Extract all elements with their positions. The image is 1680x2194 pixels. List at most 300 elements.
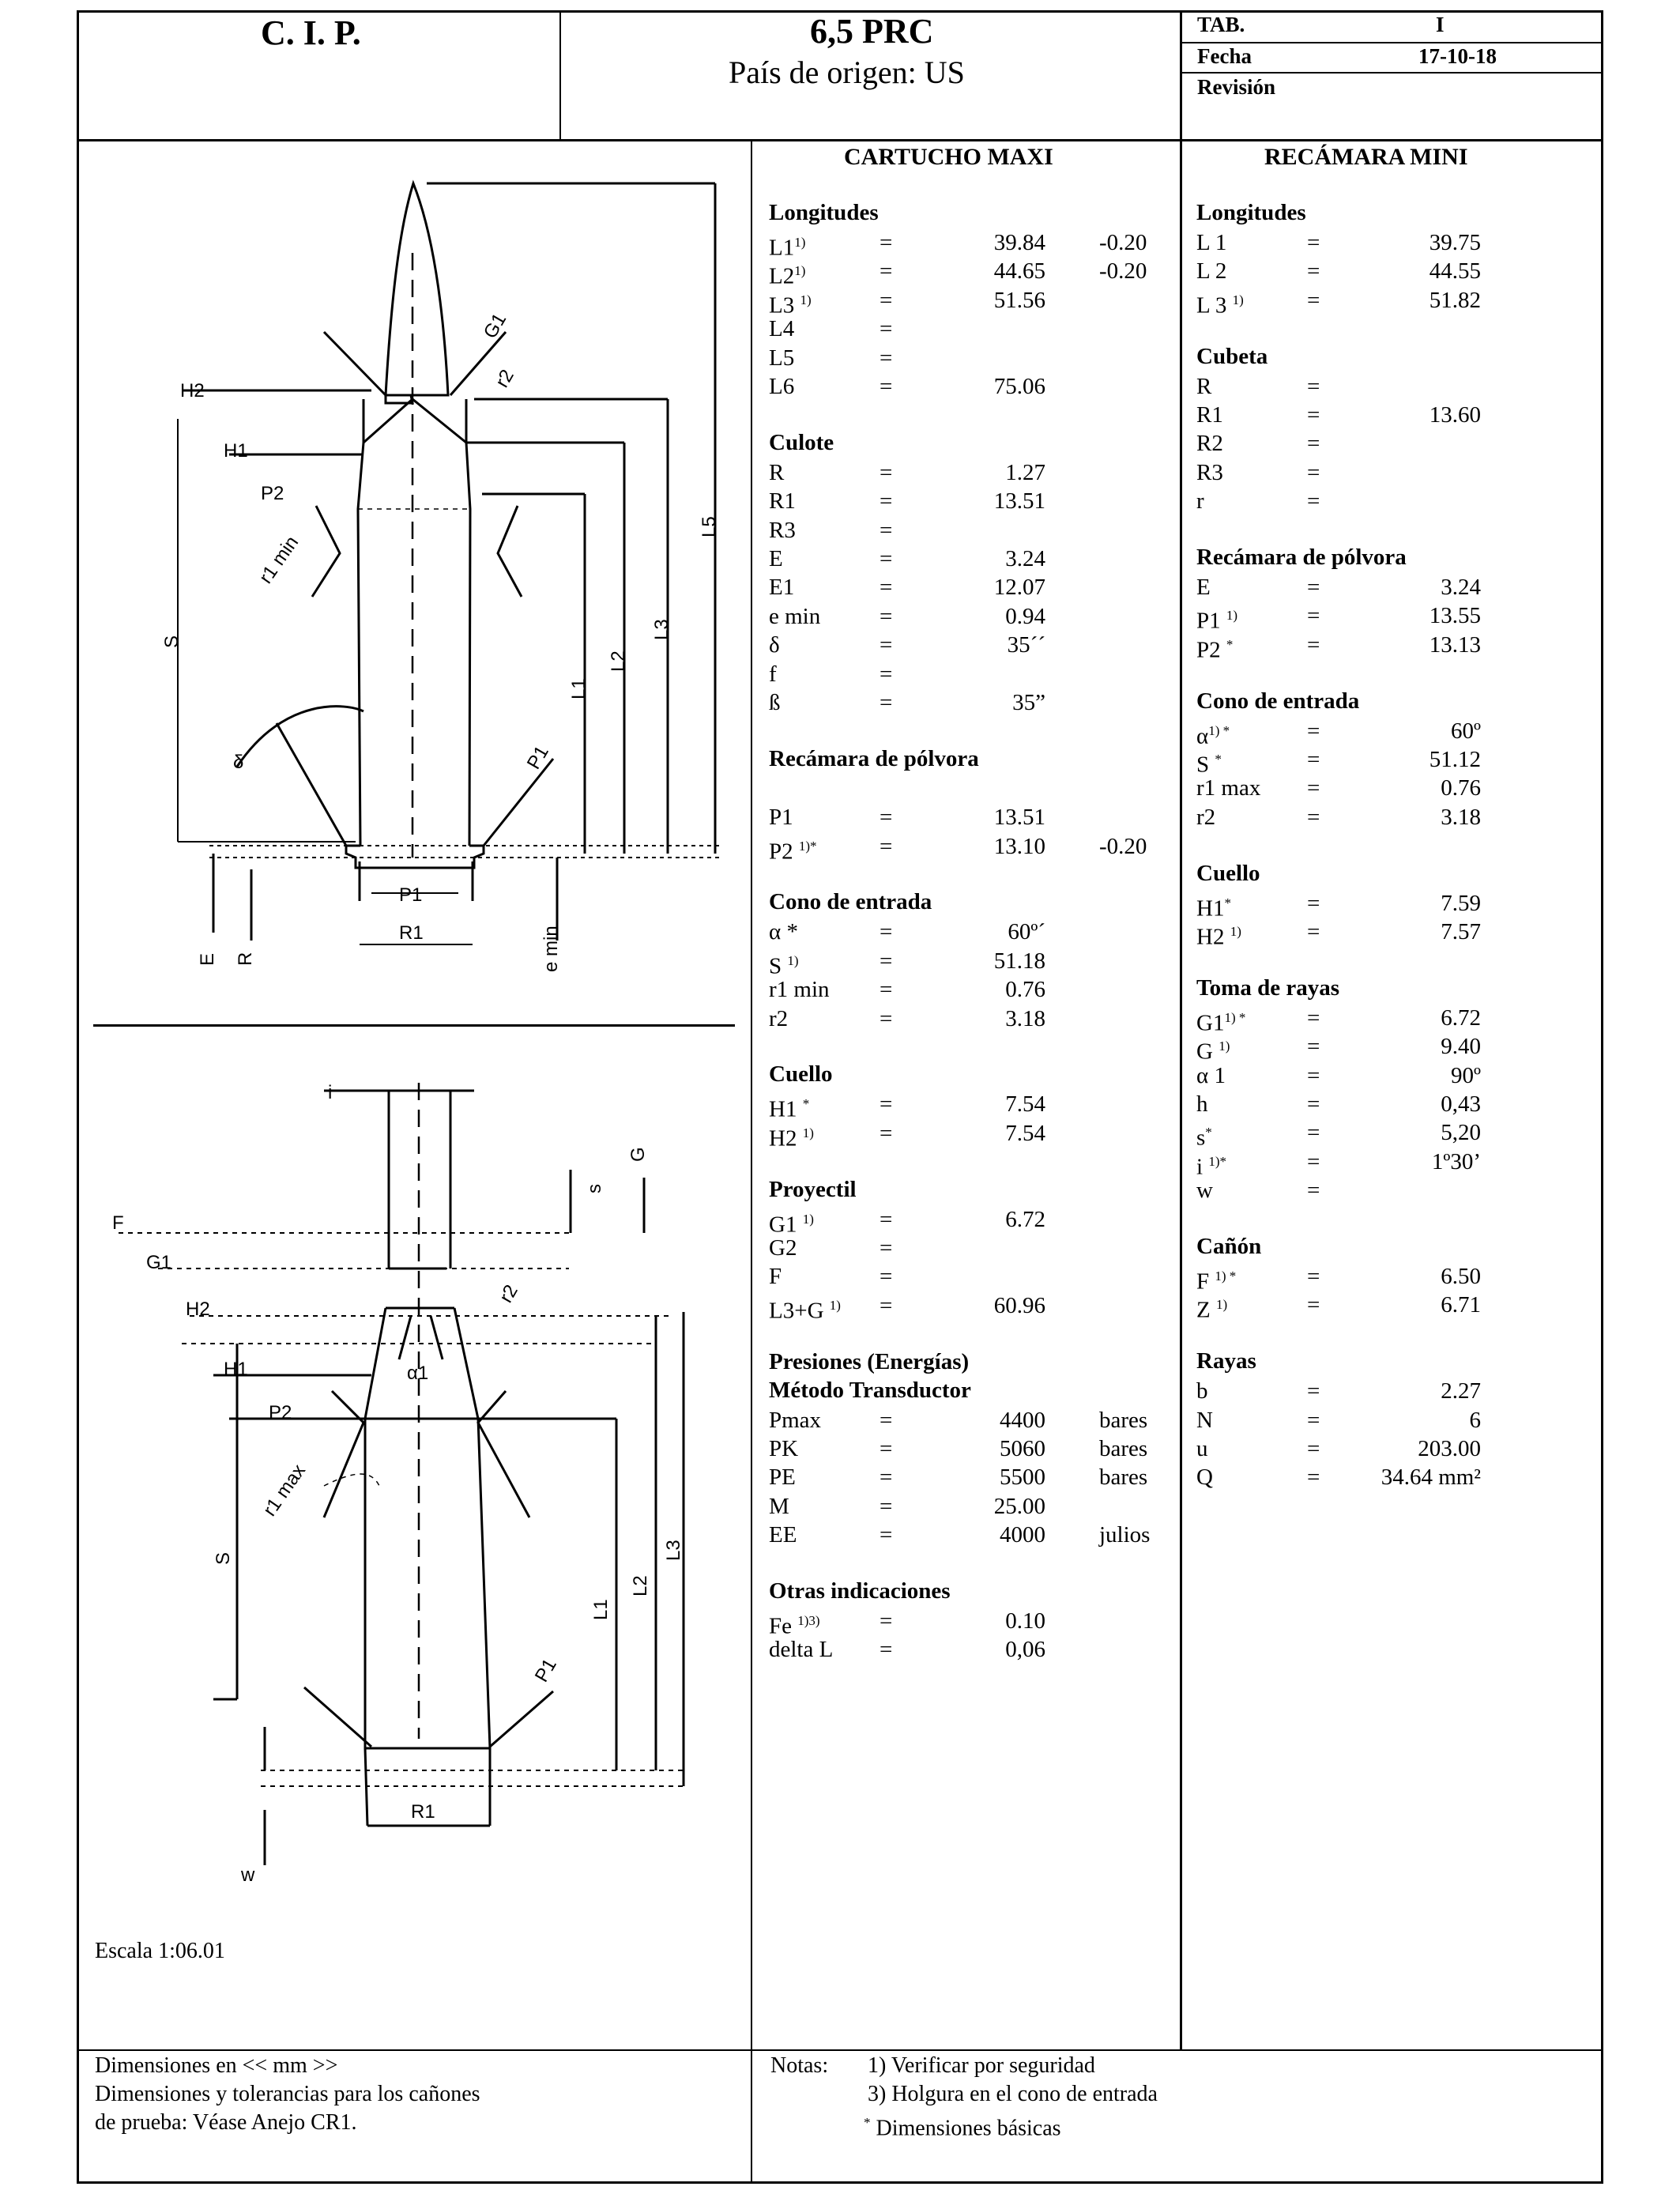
spec-name: delta L [769,1637,834,1663]
equals-sign: = [880,1005,893,1031]
chamber-spec-row [1196,1118,1599,1152]
equals-sign: = [880,287,893,313]
spec-value: 35´´ [1007,632,1045,658]
equals-sign: = [880,517,893,543]
spec-name: P2 $^{1)*}$ [769,838,817,865]
spec-name: H1* [1196,895,1231,922]
spec-value: 7.54 [1005,1091,1045,1118]
cham-label-L3: L3 [663,1540,684,1561]
spec-name: E [1196,575,1211,600]
equals-sign: = [1307,718,1320,744]
cartridge-spec-row [769,228,1172,261]
spec-value: 35” [1012,690,1045,715]
chamber-spec-row [1196,1434,1599,1463]
spec-name: b [1196,1378,1208,1404]
equals-sign: = [1307,287,1320,313]
cham-label-L2: L2 [630,1575,651,1596]
origin-country: País de origen: US [729,55,965,90]
equals-sign: = [1307,747,1320,772]
spec-name: e min [769,603,821,629]
cartridge-spec-row [769,487,1172,515]
cartridge-spec-row [769,286,1172,319]
equals-sign: = [880,374,893,399]
spec-value: 51.12 [1429,747,1481,772]
chamber-spec-row [1196,1176,1599,1204]
cartridge-spec-row [769,458,1172,487]
spec-name: N [1196,1407,1213,1433]
caliber-title: 6,5 PRC [810,12,934,51]
cart-label-S: S [161,635,183,648]
diagram-separator [93,1024,735,1027]
cham-label-w: w [241,1864,255,1886]
spec-value: 13.13 [1429,631,1481,658]
spec-value: 5,20 [1441,1120,1481,1146]
equals-sign: = [1307,919,1320,944]
cart-label-L2: L2 [608,650,629,672]
cartridge-spec-row [769,1234,1172,1262]
cartridge-spec-row [769,832,1172,865]
cartridge-spec-row [769,1005,1172,1033]
chamber-section-title: Longitudes [1196,200,1306,225]
chamber-section-title: Cuello [1196,860,1260,886]
chamber-spec-row [1196,1004,1599,1036]
cartridge-spec-row [769,1406,1172,1434]
spec-name: PE [769,1465,796,1491]
spec-name: P1 $^{1)}$ [1196,608,1238,635]
notes-label: Notas: [770,2053,829,2078]
equals-sign: = [880,1091,893,1118]
cham-label-F: F [112,1212,124,1234]
spec-name: L 1 [1196,230,1227,255]
equals-sign: = [880,1436,893,1461]
spec-tolerance: bares [1099,1436,1148,1461]
equals-sign: = [1307,1436,1320,1461]
chamber-spec-row [1196,745,1599,778]
spec-tolerance: bares [1099,1465,1148,1491]
dimensions-note-1: Dimensiones en << mm >> [95,2053,338,2078]
chamber-spec-row [1196,257,1599,285]
cartridge-section-title: Otras indicaciones [769,1578,951,1604]
cart-label-L3: L3 [651,619,672,640]
equals-sign: = [880,575,893,601]
cartridge-spec-row [769,1119,1172,1152]
cartridge-section-subtitle: Método Transductor [769,1377,971,1403]
spec-value: 13.60 [1429,402,1481,428]
equals-sign: = [1307,1005,1320,1031]
equals-sign: = [880,345,893,371]
equals-sign: = [1307,373,1320,399]
equals-sign: = [880,258,893,285]
equals-sign: = [880,1292,893,1318]
equals-sign: = [880,1206,893,1232]
cartridge-spec-row [769,775,1172,803]
cartridge-spec-row [769,660,1172,688]
spec-name: EE [769,1522,797,1548]
spec-name: G2 [769,1235,797,1261]
spec-value: 2.27 [1441,1378,1481,1404]
cham-label-R1: R1 [411,1801,435,1823]
equals-sign: = [1307,1264,1320,1289]
spec-name: u [1196,1436,1208,1461]
note-3: 3) Holgura en el cono de entrada [868,2082,1158,2106]
spec-name: α 1 [1196,1062,1226,1088]
spec-value: 4400 [1000,1407,1045,1433]
cartridge-section-title: Presiones (Energías) [769,1348,970,1374]
equals-sign: = [1307,488,1320,515]
cart-label-R1: R1 [399,922,424,944]
org-title: C. I. P. [261,13,361,52]
cart-label-P2: P2 [261,483,284,504]
cartridge-spec-row [769,918,1172,946]
cart-label-E: E [197,952,218,966]
equals-sign: = [1307,230,1320,255]
spec-value: 9.40 [1441,1034,1481,1060]
cham-label-s: s [584,1184,605,1193]
cartridge-spec-row [769,602,1172,631]
equals-sign: = [1307,603,1320,629]
spec-name: R1 [769,488,796,515]
cartridge-spec-row [769,975,1172,1004]
spec-value: 4000 [1000,1522,1045,1548]
cham-label-i: i [328,1082,333,1103]
spec-name: F [769,1264,782,1290]
spec-value: 60.96 [993,1292,1045,1318]
cartridge-spec-row [769,1434,1172,1463]
cham-label-H2: H2 [186,1299,210,1320]
spec-value: 1.27 [1005,459,1045,485]
cartridge-spec-row [769,631,1172,659]
equals-sign: = [1307,402,1320,428]
equals-sign: = [880,230,893,255]
equals-sign: = [1307,890,1320,916]
equals-sign: = [880,1465,893,1491]
equals-sign: = [1307,1062,1320,1088]
spec-value: 34.64 mm² [1381,1465,1481,1491]
spec-name: L5 [769,345,795,371]
spec-name: R3 [1196,459,1223,485]
spec-name: G1 $^{1)}$ [769,1211,814,1238]
spec-value: 51.82 [1429,287,1481,313]
equals-sign: = [1307,575,1320,600]
equals-sign: = [880,1522,893,1548]
cart-label-H2: H2 [180,380,205,401]
equals-sign: = [1307,1407,1320,1433]
equals-sign: = [880,1235,893,1261]
spec-value: 6.72 [1005,1206,1045,1232]
cartridge-section-title: Cono de entrada [769,889,932,915]
spec-name: w [1196,1178,1213,1204]
cham-label-P2: P2 [269,1402,292,1423]
cartridge-spec-row [769,1205,1172,1238]
spec-name: R [769,459,785,485]
equals-sign: = [880,805,893,831]
spec-value: 0.10 [1005,1608,1045,1634]
spec-name: r2 [1196,804,1216,830]
spec-name: E [769,546,783,571]
equals-sign: = [1307,1148,1320,1174]
spec-tolerance: julios [1099,1522,1151,1548]
spec-name: h [1196,1091,1208,1117]
cart-label-r2: r2 [491,366,518,391]
header-hline-fecha [1180,72,1602,74]
spec-name: r [1196,488,1204,515]
spec-name: r1 min [769,977,830,1003]
spec-value: 44.55 [1429,258,1481,285]
equals-sign: = [880,603,893,629]
spec-name: R1 [1196,402,1223,428]
spec-name: S $^{1)}$ [769,952,799,979]
spec-name: L4 [769,316,795,342]
chamber-section-title: Cañón [1196,1234,1262,1259]
spec-value: 0.94 [1005,603,1045,629]
spec-value: 5060 [1000,1436,1045,1461]
spec-value: 25.00 [993,1493,1045,1519]
chamber-spec-row [1196,1032,1599,1065]
fecha-value: 17-10-18 [1418,44,1497,68]
spec-value: 6 [1469,1407,1481,1433]
spec-name: L 2 [1196,258,1227,285]
cart-label-L1: L1 [568,678,590,699]
equals-sign: = [1307,459,1320,485]
cart-label-P1-upper: P1 [522,742,553,773]
chamber-spec-row [1196,429,1599,458]
spec-name: G $^{1)}$ [1196,1039,1230,1065]
spec-name: H1 * [769,1096,810,1123]
cartridge-spec-row [769,1607,1172,1639]
cart-label-r1min: r1 min [254,532,303,588]
chamber-spec-row [1196,458,1599,487]
chamber-spec-row [1196,717,1599,749]
spec-name: P2 * [1196,636,1234,663]
frame-bottom [77,2181,1603,2184]
footer-divider [77,2049,1603,2051]
spec-value: 13.51 [993,805,1045,831]
equals-sign: = [880,690,893,715]
equals-sign: = [1307,1378,1320,1404]
cartridge-section-title: Culote [769,429,834,455]
cart-label-delta: δ [233,752,244,773]
spec-value: 13.10 [993,833,1045,859]
header-vline-2 [1180,10,1182,141]
spec-value: 7.54 [1005,1120,1045,1146]
spec-name: $G1^{1) *}$ [1196,1009,1246,1036]
spec-name: Fe $^{1)3)}$ [769,1613,820,1639]
cart-label-R: R [235,952,256,966]
equals-sign: = [880,661,893,687]
cart-label-L5: L5 [699,516,720,537]
spec-tolerance: -0.20 [1099,833,1147,859]
tab-value: I [1436,13,1445,36]
cham-label-L1: L1 [590,1599,612,1620]
cartridge-spec-row [769,688,1172,717]
equals-sign: = [880,488,893,515]
header-vline-1 [559,10,561,141]
cartridge-section-title: Proyectil [769,1176,857,1202]
cham-label-r1max: r1 max [258,1460,310,1521]
cham-label-S: S [213,1551,234,1565]
spec-name: F $^{1) *}$ [1196,1269,1237,1295]
frame-right [1601,10,1603,2184]
chamber-spec-row [1196,631,1599,663]
equals-sign: = [880,1120,893,1146]
cham-label-H1: H1 [224,1359,248,1380]
chamber-spec-row [1196,1291,1599,1324]
cartridge-spec-row [769,545,1172,573]
chamber-spec-row [1196,1262,1599,1295]
dimensions-note-2: Dimensiones y tolerancias para los cañones [95,2082,480,2106]
spec-name: L3 $^{1)}$ [769,292,812,319]
equals-sign: = [880,1493,893,1519]
revision-label: Revisión [1197,75,1276,99]
equals-sign: = [880,1637,893,1663]
spec-name: r2 [769,1005,789,1031]
equals-sign: = [1307,631,1320,658]
equals-sign: = [1307,1091,1320,1117]
chamber-section-title: Cubeta [1196,343,1268,369]
spec-value: 75.06 [993,374,1045,399]
spec-tolerance: -0.20 [1099,258,1147,285]
spec-value: 5500 [1000,1465,1045,1491]
spec-value: 60º´ [1008,919,1045,945]
cartridge-spec-row [769,516,1172,545]
chamber-spec-row [1196,228,1599,257]
equals-sign: = [880,919,893,945]
chamber-spec-row [1196,889,1599,922]
spec-value: 6.71 [1441,1292,1481,1318]
spec-value: 51.56 [993,287,1045,313]
spec-tolerance: bares [1099,1407,1148,1433]
spec-name: f [769,661,777,687]
spec-tolerance: -0.20 [1099,230,1147,255]
spec-name: i $^{1)*}$ [1196,1153,1226,1180]
cart-label-G1: G1 [479,309,511,342]
fecha-label: Fecha [1197,44,1252,68]
spec-name: L2$^{1)}$ [769,263,806,290]
chamber-section-title: Toma de rayas [1196,974,1339,1001]
spec-value: 39.84 [993,230,1045,255]
cartridge-spec-row [769,947,1172,979]
spec-name: δ [769,632,780,658]
spec-value: 203.00 [1418,1436,1481,1461]
cartridge-section-title: Cuello [769,1061,833,1088]
spec-value: 3.18 [1441,804,1481,830]
equals-sign: = [1307,1178,1320,1204]
equals-sign: = [880,546,893,571]
cart-label-P1-base: P1 [399,884,423,906]
cartridge-spec-row [769,1521,1172,1549]
spec-value: 60º [1451,718,1481,744]
chamber-section-title: Rayas [1196,1348,1256,1374]
tab-label: TAB. [1197,13,1245,36]
header-hline-tab [1180,42,1602,43]
equals-sign: = [1307,1465,1320,1491]
equals-sign: = [880,632,893,658]
cart-label-H1: H1 [224,440,248,462]
spec-name: α * [769,919,798,945]
spec-name: $\alpha^{1) *}$ [1196,722,1230,749]
chamber-section-title: Cono de entrada [1196,688,1360,714]
cart-label-emin: e min [541,925,562,972]
spec-value: 13.51 [993,488,1045,515]
chamber-spec-row [1196,1090,1599,1118]
cham-label-alpha1: α1 [407,1363,429,1384]
equals-sign: = [880,1608,893,1634]
spec-value: 44.65 [993,258,1045,285]
spec-name: R3 [769,517,796,543]
chamber-spec-row [1196,601,1599,635]
chamber-spec-row [1196,918,1599,950]
cartridge-spec-row [769,1090,1172,1123]
chamber-spec-row [1196,1061,1599,1090]
note-asterisk: * Dimensiones básicas [864,2115,1061,2141]
spec-value: 0,43 [1441,1091,1481,1117]
spec-value: 6.50 [1441,1264,1481,1289]
chamber-spec-row [1196,1406,1599,1434]
spec-name: P1 [769,805,793,831]
spec-value: 13.55 [1429,603,1481,629]
spec-name: L3+G $^{1)}$ [769,1297,841,1324]
cartridge-spec-row [769,573,1172,601]
cartridge-spec-row [769,344,1172,372]
spec-name: H2 $^{1)}$ [769,1125,814,1152]
spec-name: ß [769,690,781,715]
dimensions-note-3: de prueba: Véase Anejo CR1. [95,2110,357,2135]
spec-name: H2 $^{1)}$ [1196,924,1241,950]
spec-value: 90º [1451,1062,1481,1088]
note-1: 1) Verificar por seguridad [868,2053,1095,2078]
cartridge-spec-row [769,1492,1172,1521]
spec-name: L 3 $^{1)}$ [1196,292,1244,319]
cham-label-G: G [627,1147,649,1162]
cartridge-spec-row [769,1463,1172,1491]
spec-value: 12.07 [993,575,1045,601]
equals-sign: = [880,316,893,342]
cham-label-r2: r2 [495,1281,522,1306]
chamber-spec-row [1196,401,1599,429]
cartridge-spec-row [769,315,1172,343]
equals-sign: = [1307,1120,1320,1146]
spec-value: 51.18 [993,948,1045,974]
cartridge-spec-row [769,257,1172,290]
equals-sign: = [1307,1292,1320,1318]
chamber-section-title: Recámara de pólvora [1196,545,1407,570]
spec-name: r1 max [1196,775,1261,801]
spec-value: 6.72 [1441,1005,1481,1031]
equals-sign: = [880,948,893,974]
spec-name: Z $^{1)}$ [1196,1297,1228,1324]
equals-sign: = [880,833,893,859]
equals-sign: = [1307,775,1320,801]
spec-name: L6 [769,374,795,399]
col-divider-2 [1180,139,1182,2050]
cartridge-spec-row [769,1635,1172,1664]
equals-sign: = [880,459,893,485]
cartridge-spec-row [769,1291,1172,1324]
cartridge-spec-row [769,1262,1172,1291]
cartridge-column-title: CARTUCHO MAXI [844,144,1053,170]
chamber-drawing [79,1027,749,1928]
spec-value: 0.76 [1441,775,1481,801]
chamber-spec-row [1196,372,1599,401]
spec-name: M [769,1493,789,1519]
spec-name: PK [769,1436,799,1461]
spec-value: 3.24 [1441,575,1481,600]
spec-name: R2 [1196,431,1223,457]
cartridge-section-title: Longitudes [769,200,879,225]
spec-value: 0,06 [1005,1637,1045,1663]
spec-value: 3.24 [1005,546,1045,571]
cartridge-drawing [79,141,749,1023]
